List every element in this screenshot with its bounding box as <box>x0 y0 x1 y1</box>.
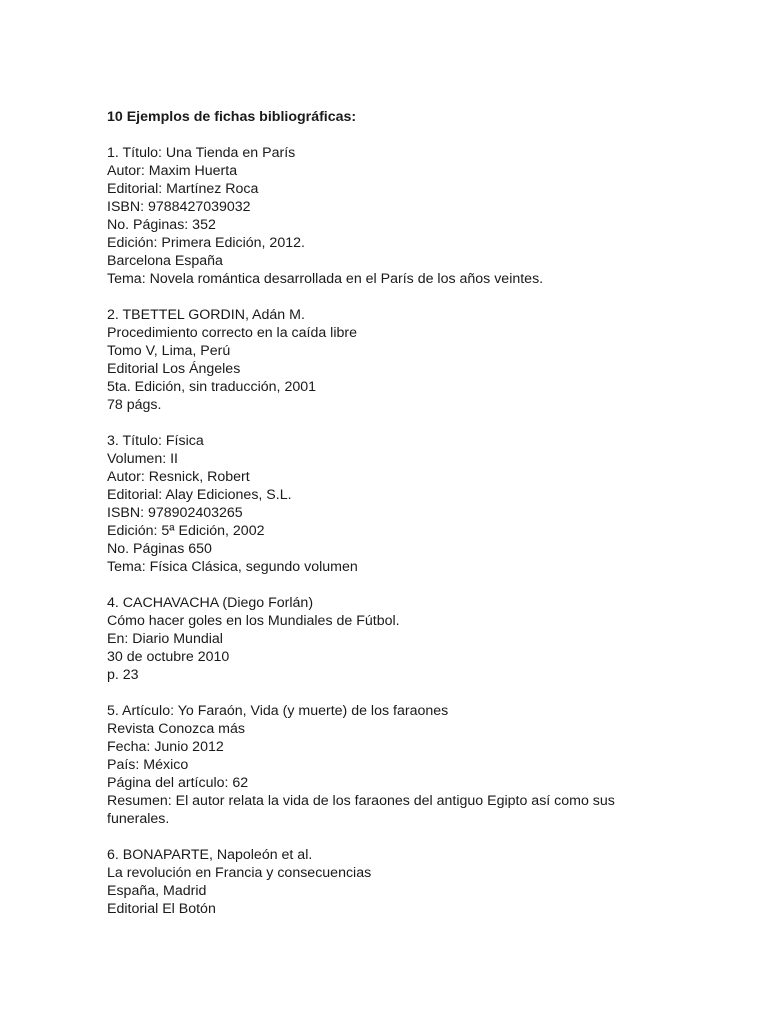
entry-line: Autor: Maxim Huerta <box>107 163 238 179</box>
bibliographic-entry-5 <box>107 702 707 828</box>
entry-line: 6. BONAPARTE, Napoleón et al. <box>107 847 313 863</box>
entry-line: En: Diario Mundial <box>107 631 223 647</box>
entry-line: Resumen: El autor relata la vida de los faraones del antiguo Egipto así como sus funerales. <box>107 793 619 827</box>
entry-line: Edición: Primera Edición, 2012. <box>107 235 305 251</box>
heading-spacer <box>107 126 707 144</box>
entry-line: 5. Artículo: Yo Faraón, Vida (y muerte) de los faraones <box>107 703 449 719</box>
document-heading: 10 Ejemplos de fichas bibliográficas: <box>107 109 357 125</box>
entry-line: Editorial: Martínez Roca <box>107 181 259 197</box>
entry-line: 5ta. Edición, sin traducción, 2001 <box>107 379 317 395</box>
bibliographic-entry-2 <box>107 306 707 414</box>
entry-line: Página del artículo: 62 <box>107 775 249 791</box>
entry-line: 2. TBETTEL GORDIN, Adán M. <box>107 307 305 323</box>
entry-line: España, Madrid <box>107 883 207 899</box>
entry-line: 4. CACHAVACHA (Diego Forlán) <box>107 595 314 611</box>
entry-line: Tema: Novela romántica desarrollada en el París de los años veintes. <box>107 271 544 287</box>
entry-line: Procedimiento correcto en la caída libre <box>107 325 357 341</box>
entry-line: 1. Título: Una Tienda en París <box>107 145 296 161</box>
entry-line: País: México <box>107 757 189 773</box>
entry-line: Autor: Resnick, Robert <box>107 469 250 485</box>
entry-line: 78 págs. <box>107 397 162 413</box>
entry-line: Editorial El Botón <box>107 901 216 917</box>
entry-line: 3. Título: Física <box>107 433 204 449</box>
entry-line: Fecha: Junio 2012 <box>107 739 224 755</box>
entry-line: Edición: 5ª Edición, 2002 <box>107 523 265 539</box>
entry-line: Tomo V, Lima, Perú <box>107 343 231 359</box>
entry-line: Tema: Física Clásica, segundo volumen <box>107 559 358 575</box>
entry-line: No. Páginas: 352 <box>107 217 216 233</box>
entry-line: 30 de octubre 2010 <box>107 649 230 665</box>
entry-line: ISBN: 9788427039032 <box>107 199 251 215</box>
entry-line: Barcelona España <box>107 253 223 269</box>
bibliographic-entry-4 <box>107 594 707 684</box>
entry-line: La revolución en Francia y consecuencias <box>107 865 372 881</box>
entry-line: No. Páginas 650 <box>107 541 212 557</box>
entry-line: Editorial Los Ángeles <box>107 361 241 377</box>
bibliographic-entry-3 <box>107 432 707 576</box>
entry-line: Cómo hacer goles en los Mundiales de Fútbol. <box>107 613 400 629</box>
bibliographic-entry-1 <box>107 144 707 288</box>
entry-line: Volumen: II <box>107 451 178 467</box>
entry-line: Editorial: Alay Ediciones, S.L. <box>107 487 292 503</box>
entry-line: ISBN: 978902403265 <box>107 505 243 521</box>
entry-line: Revista Conozca más <box>107 721 245 737</box>
bibliographic-entry-6 <box>107 846 707 918</box>
document-page <box>107 108 707 936</box>
entry-line: p. 23 <box>107 667 139 683</box>
